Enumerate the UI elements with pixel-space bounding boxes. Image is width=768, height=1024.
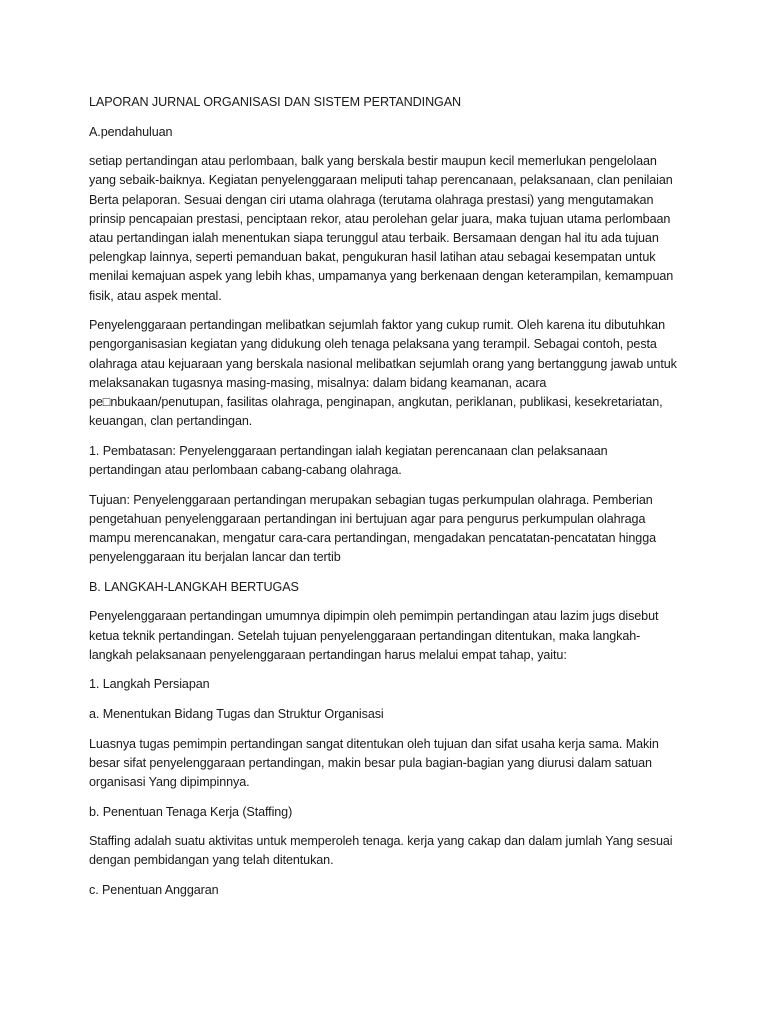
paragraph-pembatasan: 1. Pembatasan: Penyelenggaraan pertandingan ialah kegiatan perencanaan clan pelaksanaan pertandingan atau perlombaan cabang-cabang olahraga.	[89, 443, 608, 478]
subheading-bidang-tugas: a. Menentukan Bidang Tugas dan Struktur Organisasi	[89, 707, 384, 721]
paragraph-tujuan: Tujuan: Penyelenggaraan pertandingan merupakan sebagian tugas perkumpulan olahraga. Pemberian pengetahuan penyelenggaraan pertandingan ini bertujuan agar para pengurus perkumpulan olahraga mampu merencanakan, mengatur cara-cara pertandingan, mengadakan pencatatan-pencatatan hingga penyelenggaraan itu berjalan lancar dan tertib	[89, 492, 656, 565]
step-heading-persiapan: 1. Langkah Persiapan	[89, 677, 210, 692]
document-title: LAPORAN JURNAL ORGANISASI DAN SISTEM PERTANDINGAN	[89, 95, 462, 109]
subheading-tenaga-kerja: b. Penentuan Tenaga Kerja (Staffing)	[89, 804, 293, 819]
paragraph: Luasnya tugas pemimpin pertandingan sangat ditentukan oleh tujuan dan sifat usaha kerja sama. Makin besar sifat penyelenggaraan pertandingan, makin besar pula bagian-bagian yang diurusi dalam satuan organisasi Yang dipimpinnya.	[89, 736, 659, 789]
paragraph: Penyelenggaraan pertandingan umumnya dipimpin oleh pemimpin pertandingan atau lazim jugs disebut ketua teknik pertandingan. Setelah tujuan penyelenggaraan pertandingan ditentukan, maka langkah-langkah pelaksanaan penyelenggaraan pertandingan harus melalui empat tahap, yaitu:	[89, 609, 659, 662]
paragraph: Penyelenggaraan pertandingan melibatkan sejumlah faktor yang cukup rumit. Oleh karena itu dibutuhkan pengorganisasian kegiatan yang didukung oleh tenaga pelaksana yang terampil. Sebagai contoh, pesta olahraga atau kejuaraan yang berskala nasional melibatkan sejumlah orang yang bertanggung jawab untuk melaksanakan tugasnya masing-masing, misalnya: dalam bidang keamanan, acara pe□nbukaan/penutupan, fasilitas olahraga, penginapan, angkutan, periklanan, publikasi, kesekretariatan, keuangan, clan pertandingan.	[89, 318, 677, 429]
paragraph: Staffing adalah suatu aktivitas untuk memperoleh tenaga. kerja yang cakap dan dalam jumlah Yang sesuai dengan pembidangan yang telah ditentukan.	[89, 834, 673, 868]
section-heading-pendahuluan: A.pendahuluan	[89, 124, 173, 139]
section-heading-langkah: B. LANGKAH-LANGKAH BERTUGAS	[89, 579, 299, 594]
document-page	[89, 93, 679, 911]
subheading-anggaran: c. Penentuan Anggaran	[89, 882, 219, 897]
paragraph: setiap pertandingan atau perlombaan, balk yang berskala bestir maupun kecil memerlukan pengelolaan yang sebaik-baiknya. Kegiatan penyelenggaraan meliputi tahap perencanaan, pelaksanaan, clan penilaian Berta pelaporan. Sesuai dengan ciri utama olahraga (terutama olahraga prestasi) yang mengutamakan prinsip pencapaian prestasi, penciptaan rekor, atau perolehan gelar juara, maka tujuan utama perlombaan atau pertandingan ialah menentukan siapa terunggul atau terbaik. Bersamaan dengan hal itu ada tujuan pelengkap lainnya, seperti pemanduan bakat, pengukuran hasil latihan atau sebagai kesempatan untuk menilai kemajuan aspek yang lebih khas, umpamanya yang berkenaan dengan keterampilan, kemampuan fisik, atau aspek mental.	[89, 154, 674, 303]
